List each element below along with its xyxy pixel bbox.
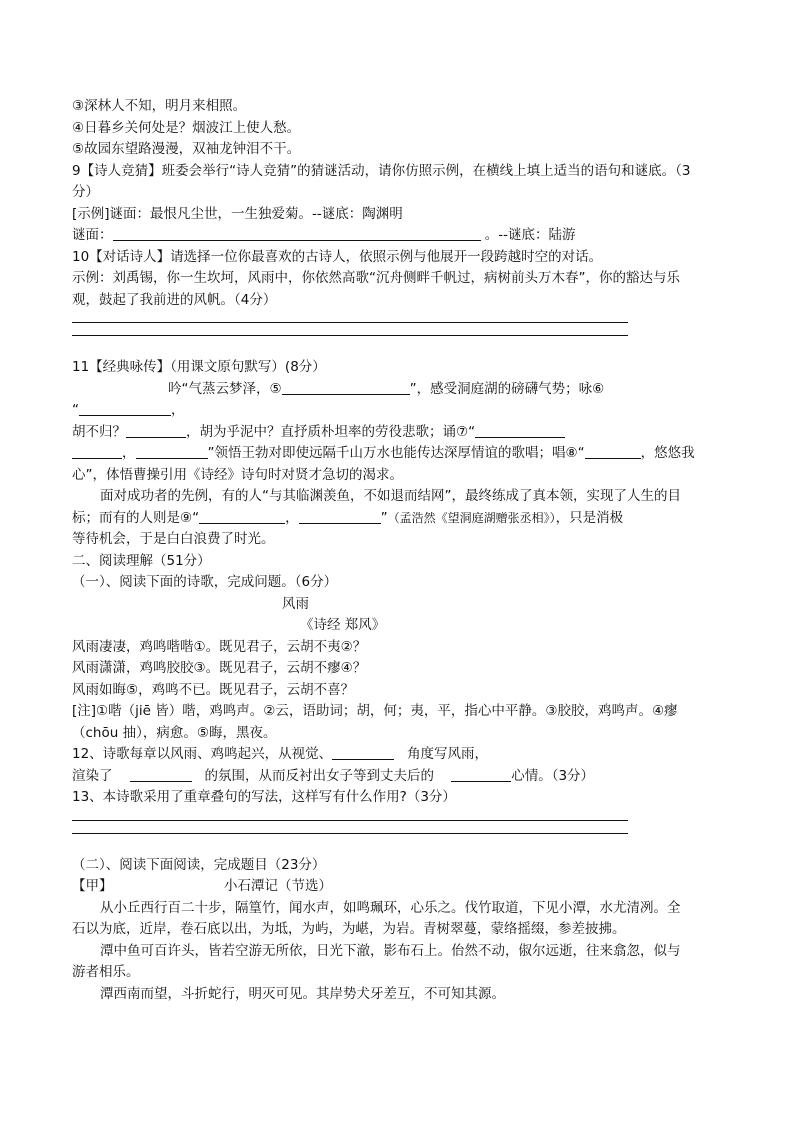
q12-text: 渲染了	[72, 767, 113, 784]
q11-blank-6b[interactable]	[126, 423, 186, 438]
q9-riddle-label: 谜面：	[72, 227, 113, 243]
poem-title: 风雨	[282, 595, 309, 612]
q12-blank-1[interactable]	[332, 745, 394, 760]
part2-title: （二）、阅读下面阅读，完成题目（23分）	[72, 856, 326, 873]
q12-blank-2[interactable]	[130, 767, 192, 782]
q11-text: ，	[285, 509, 299, 526]
q9-title: 9【诗人竞猜】班委会举行“诗人竞猜”的猜谜活动，请你仿照示例，在横线上填上适当的语句和谜底。（3	[72, 162, 691, 179]
poem-line: 风雨如晦⑤，鸡鸣不已。既见君子，云胡不喜？	[72, 681, 355, 698]
section-title: 二、阅读理解（51分）	[72, 552, 211, 569]
q8-item: ⑤故园东望路漫漫，双袖龙钟泪不干。	[72, 141, 301, 157]
q11-text: ，	[122, 445, 136, 461]
passage-title: 小石潭记（节选）	[224, 878, 332, 894]
q12-text: 心情。（3分）	[511, 767, 595, 784]
q12-blank-3[interactable]	[451, 767, 511, 782]
q11-title: 11【经典咏传】（用课文原句默写）(8分）	[72, 359, 326, 375]
q11-text: ”，感受洞庭湖的磅礴气势；咏⑥	[409, 380, 605, 397]
q11-text: ，只是消极	[555, 509, 624, 526]
q13-answer-line[interactable]	[72, 832, 628, 834]
q9-example: [示例]谜面：最恨凡尘世，一生独爱菊。--谜底：陶渊明	[72, 205, 403, 222]
q11-line	[72, 422, 732, 444]
q11-blank-7a[interactable]	[475, 423, 565, 438]
poem-line: 风雨潇潇，鸡鸣胶胶③。既见君子，云胡不瘳④？	[72, 660, 367, 676]
q10-title: 10【对话诗人】请选择一位你最喜欢的古诗人，依照示例与他展开一段跨越时空的对话。	[72, 248, 603, 265]
q12-line	[72, 766, 732, 788]
exam-page	[72, 96, 732, 1005]
q10-answer-line[interactable]	[72, 334, 628, 336]
q9-riddle-line	[72, 225, 732, 247]
q10-example-1: 示例：刘禹锡，你一生坎坷，风雨中，你依然高歌“沉舟侧畔千帆过，病树前头万木春”，你的豁达与乐	[72, 270, 680, 286]
q9-riddle-answer: 。--谜底：陆游	[484, 227, 576, 243]
q10-example-2: 观，鼓起了我前进的风帆。（4分）	[72, 291, 277, 308]
q11-blank-8[interactable]	[585, 444, 641, 459]
q8-item: ③深林人不知，明月来相照。	[72, 98, 247, 114]
q13-answer-line[interactable]	[72, 819, 628, 821]
q11-blank-5[interactable]	[282, 380, 410, 395]
poem-line: 风雨凄凄，鸡鸣喈喈①。既见君子，云胡不夷②？	[72, 638, 367, 655]
q12-line	[72, 744, 732, 766]
q11-blank-9b[interactable]	[299, 509, 381, 524]
q11-text: ，胡为乎泥中？直抒质朴坦率的劳役悲歌；诵⑦“	[186, 423, 476, 440]
poem-source: 《诗经 郑风》	[300, 617, 386, 633]
passage-line: 潭中鱼可百许头，皆若空游无所依，日光下澈，影布石上。佁然不动，俶尔远逝，往来翕忽，似与	[100, 942, 681, 959]
q11-line: 面对成功者的先例，有的人“与其临渊羡鱼，不如退而结网”，最终练成了真本领，实现了人生的目	[100, 488, 681, 504]
q11-text: ，	[171, 402, 185, 418]
passage-line: 石以为底，近岸，卷石底以出，为坻，为屿，为嵁，为岩。青树翠蔓，蒙络摇缀，参差披拂。	[72, 921, 626, 937]
jia-label: 【甲】	[72, 878, 113, 894]
passage-heading	[72, 876, 732, 898]
q11-line	[72, 443, 732, 465]
q11-line	[72, 508, 732, 530]
q11-blank-7b[interactable]	[72, 444, 122, 459]
q13-title: 13、本诗歌采用了重章叠句的写法，这样写有什么作用?（3分）	[72, 789, 456, 805]
q11-text: 标；而有的人则是⑨“	[72, 509, 200, 526]
q11-text: ”	[380, 509, 388, 526]
q9-riddle-blank[interactable]	[113, 226, 481, 241]
q11-text: ，悠悠我	[640, 445, 695, 461]
q11-blank-9a[interactable]	[199, 509, 285, 524]
q11-line: 心”，体悟曹操引用《诗经》诗句时对贤才急切的渴求。	[72, 466, 403, 483]
q12-text: 的氛围，从而反衬出女子等到丈夫后的	[204, 767, 435, 784]
q10-answer-line[interactable]	[72, 321, 628, 323]
passage-line: 潭西南而望，斗折蛇行，明灭可见。其岸势犬牙差互，不可知其源。	[100, 985, 505, 1002]
q8-item: ④日暮乡关何处是？烟波江上使人愁。	[72, 119, 301, 136]
q11-line	[72, 379, 732, 401]
q11-text: “	[72, 402, 79, 418]
q12-text: 角度写风雨，	[407, 746, 489, 762]
q11-line: 等待机会，于是白白浪费了时光。	[72, 531, 275, 547]
passage-line: 游者相乐。	[72, 964, 140, 980]
q11-line	[72, 400, 732, 422]
q11-text: 吟“气蒸云梦泽，⑤	[168, 380, 282, 397]
q9-title-cont: 分）	[72, 184, 99, 200]
passage-line: 从小丘西行百二十步，隔篁竹，闻水声，如鸣珮环，心乐之。伐竹取道，下见小潭，水尤清冽。全	[100, 899, 681, 916]
q12-text: 12、诗歌每章以风雨、鸡鸣起兴，从视觉、	[72, 746, 333, 762]
q11-text: 胡不归？	[72, 423, 126, 440]
poem-note: （chōu 抽），病愈。⑤晦，黑夜。	[72, 724, 277, 741]
poem-note: [注]①喈（jiē 皆）喈，鸡鸣声。②云，语助词；胡，何；夷，平，指心中平静。③胶胶，鸡鸣声。④瘳	[72, 703, 678, 719]
q11-blank-6a[interactable]	[79, 401, 171, 416]
part1-title: （一）、阅读下面的诗歌，完成问题。（6分）	[72, 574, 338, 590]
q11-text: ”领悟王勃对即使远隔千山万水也能传达深厚情谊的歌唱；唱⑧“	[207, 445, 585, 461]
q11-source: （孟浩然《望洞庭湖赠张丞相》）	[387, 510, 556, 525]
q11-blank-7c[interactable]	[136, 444, 208, 459]
